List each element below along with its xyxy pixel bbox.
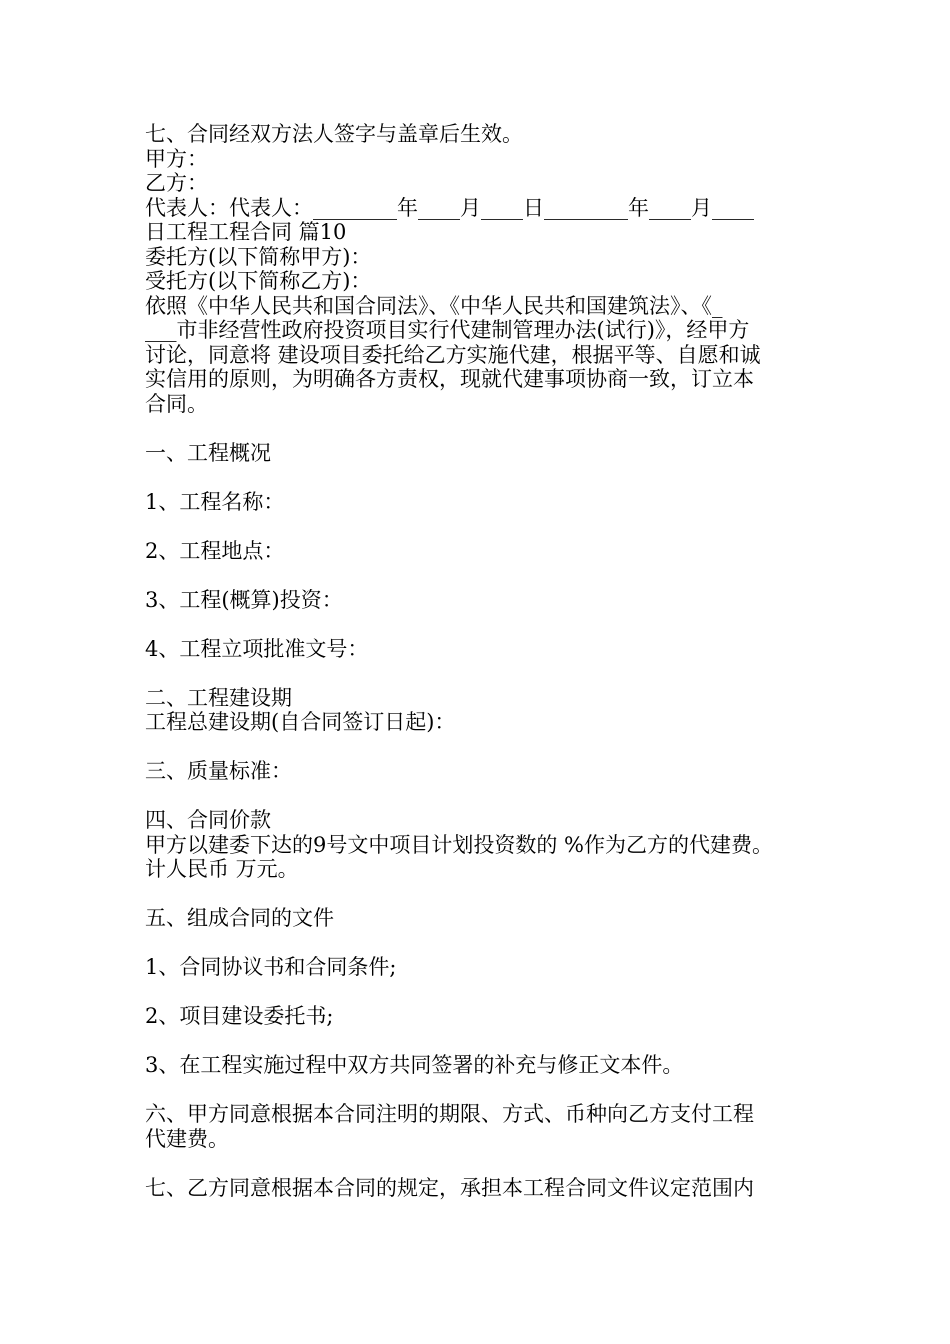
item-project-location: 2、工程地点： <box>145 538 285 563</box>
blank-line <box>145 1078 810 1103</box>
heading-construction-period: 二、工程建设期 <box>145 685 292 710</box>
blank-line <box>145 465 810 490</box>
heading-project-overview: 一、工程概况 <box>145 440 271 465</box>
contract-price-text: 计人民币 万元。 <box>145 857 299 881</box>
blank-line <box>145 1151 810 1176</box>
blank-line <box>145 735 810 760</box>
section-title: 日工程工程合同 篇10 <box>145 220 347 244</box>
blank-line <box>145 563 810 588</box>
blank-line <box>145 612 810 637</box>
clause-effective: 七、合同经双方法人签字与盖章后生效。 <box>145 122 523 146</box>
preamble-line: 实信用的原则，为明确各方责权，现就代建事项协商一致，订立本 <box>145 367 754 391</box>
preamble-line: 合同。 <box>145 391 208 416</box>
item-supplements: 3、在工程实施过程中双方共同签署的补充与修正文本件。 <box>145 1053 684 1077</box>
blank-line <box>145 784 810 809</box>
blank-line <box>145 882 810 907</box>
heading-contract-price: 四、合同价款 <box>145 808 271 832</box>
item-project-investment: 3、工程(概算)投资： <box>145 587 343 612</box>
blank-line <box>145 416 810 441</box>
document-body <box>145 122 810 1200</box>
party-b-label: 乙方： <box>145 171 208 195</box>
item-commission: 2、项目建设委托书; <box>145 1004 334 1028</box>
item-approval-number: 4、工程立项批准文号： <box>145 636 369 661</box>
preamble-line: 依照《中华人民共和国合同法》、《中华人民共和国建筑法》、《_ <box>145 293 723 318</box>
blank-line <box>145 980 810 1005</box>
heading-contract-documents: 五、组成合同的文件 <box>145 906 334 930</box>
clause-payment: 代建费。 <box>145 1126 229 1151</box>
blank-line <box>145 661 810 686</box>
item-project-name: 1、工程名称： <box>145 489 285 514</box>
construction-period-text: 工程总建设期(自合同签订日起)： <box>145 710 456 734</box>
party-a-label: 甲方： <box>145 146 208 171</box>
clause-payment: 六、甲方同意根据本合同注明的期限、方式、币种向乙方支付工程 <box>145 1102 754 1126</box>
representative-line: 代表人：代表人：________年____月____日________年____月____ <box>145 195 754 220</box>
contract-price-text: 甲方以建委下达的9号文中项目计划投资数的 %作为乙方的代建费。 <box>145 832 773 857</box>
client-party: 委托方(以下简称甲方)： <box>145 244 372 269</box>
contractor-party: 受托方(以下简称乙方)： <box>145 269 372 293</box>
blank-line <box>145 1029 810 1054</box>
item-agreement: 1、合同协议书和合同条件; <box>145 955 397 979</box>
preamble-line: ___市非经营性政府投资项目实行代建制管理办法(试行)》，经甲方 <box>145 318 750 342</box>
preamble-line: 讨论，同意将 建设项目委托给乙方实施代建，根据平等、自愿和诚 <box>145 342 761 367</box>
blank-line <box>145 514 810 539</box>
blank-line <box>145 931 810 956</box>
heading-quality-standard: 三、质量标准： <box>145 759 292 783</box>
clause-contractor: 七、乙方同意根据本合同的规定，承担本工程合同文件议定范围内 <box>145 1175 754 1200</box>
